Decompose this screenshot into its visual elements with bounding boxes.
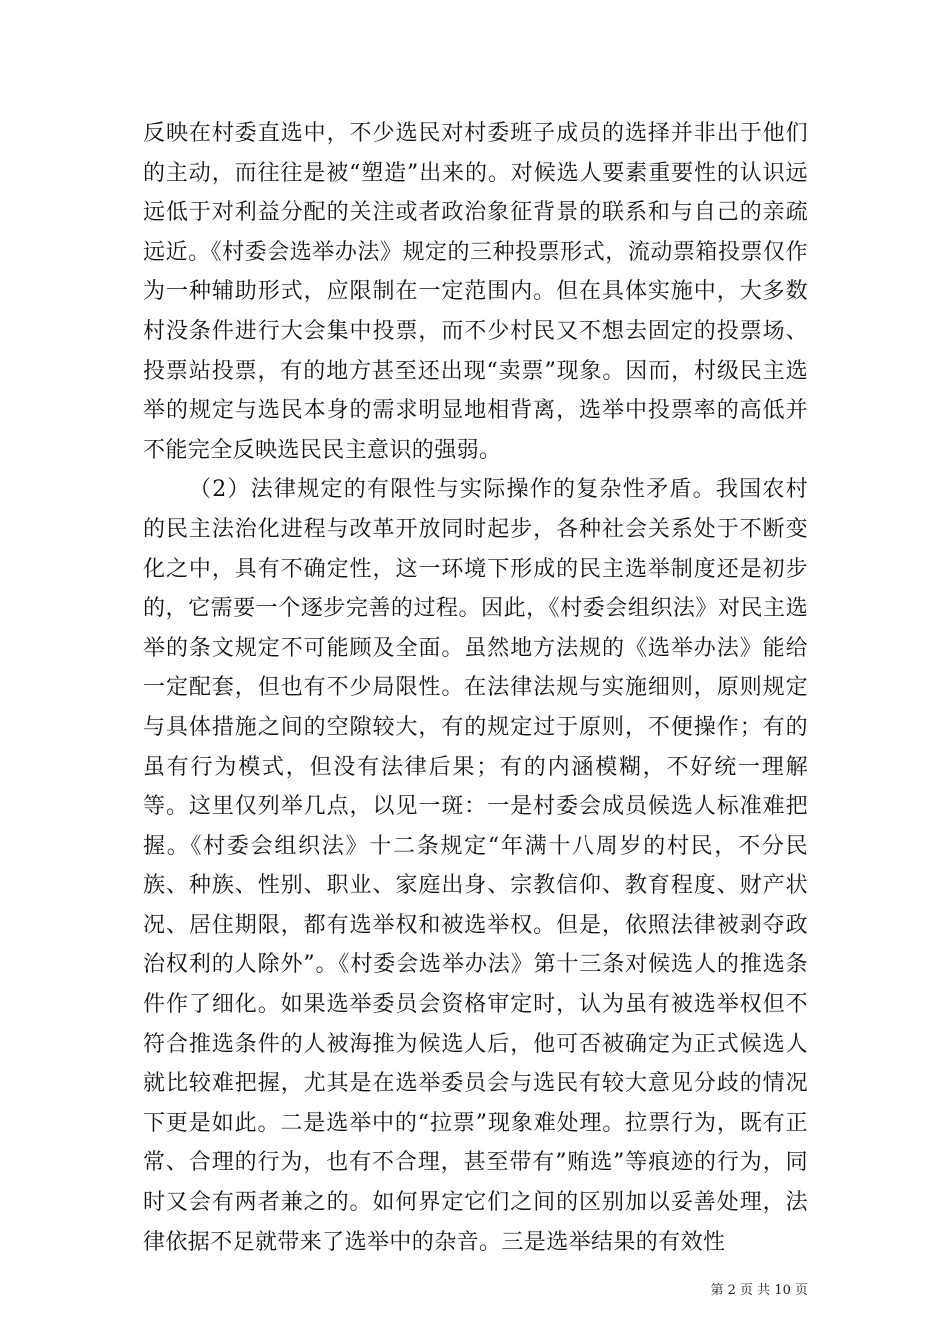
paragraph-1: 反映在村委直选中，不少选民对村委班子成员的选择并非出于他们的主动，而往往是被“塑造”出来的。对候选人要素重要性的认识远远低于对利益分配的关注或者政治象征背景的联系和与自己的亲疏远近。《村委会选举办法》规定的三种投票形式，流动票箱投票仅作为一种辅助形式，应限制在一定范围内。但在具体实施中，大多数村没条件进行大会集中投票，而不少村民又不想去固定的投票场、投票站投票，有的地方甚至还出现“卖票”现象。因而，村级民主选举的规定与选民本身的需求明显地相背离，选举中投票率的高低并不能完全反映选民民主意识的强弱。 [143,121,808,463]
page-number: 第 2 页 共 10 页 [710,1283,808,1298]
body-text [143,114,808,1262]
paragraph-2: （2）法律规定的有限性与实际操作的复杂性矛盾。我国农村的民主法治化进程与改革开放同时起步，各种社会关系处于不断变化之中，具有不确定性，这一环境下形成的民主选举制度还是初步的，它需要一个逐步完善的过程。因此，《村委会组织法》对民主选举的条文规定不可能顾及全面。虽然地方法规的《选举办法》能给一定配套，但也有不少局限性。在法律法规与实施细则，原则规定与具体措施之间的空隙较大，有的规定过于原则，不便操作；有的虽有行为模式，但没有法律后果；有的内涵模糊，不好统一理解等。这里仅列举几点，以见一斑：一是村委会成员候选人标准难把握。《村委会组织法》十二条规定“年满十八周岁的村民，不分民族、种族、性别、职业、家庭出身、宗教信仰、教育程度、财产状况、居住期限，都有选举权和被选举权。但是，依照法律被剥夺政治权利的人除外”。《村委会选举办法》第十三条对候选人的推选条件作了细化。如果选举委员会资格审定时，认为虽有被选举权但不符合推选条件的人被海推为候选人后，他可否被确定为正式候选人就比较难把握，尤其是在选举委员会与选民有较大意见分歧的情况下更是如此。二是选举中的“拉票”现象难处理。拉票行为，既有正常、合理的行为，也有不合理，甚至带有”贿选”等痕迹的行为，同时又会有两者兼之的。如何界定它们之间的区别加以妥善处理，法律依据不足就带来了选举中的杂音。三是选举结果的有效性 [143,477,808,1255]
